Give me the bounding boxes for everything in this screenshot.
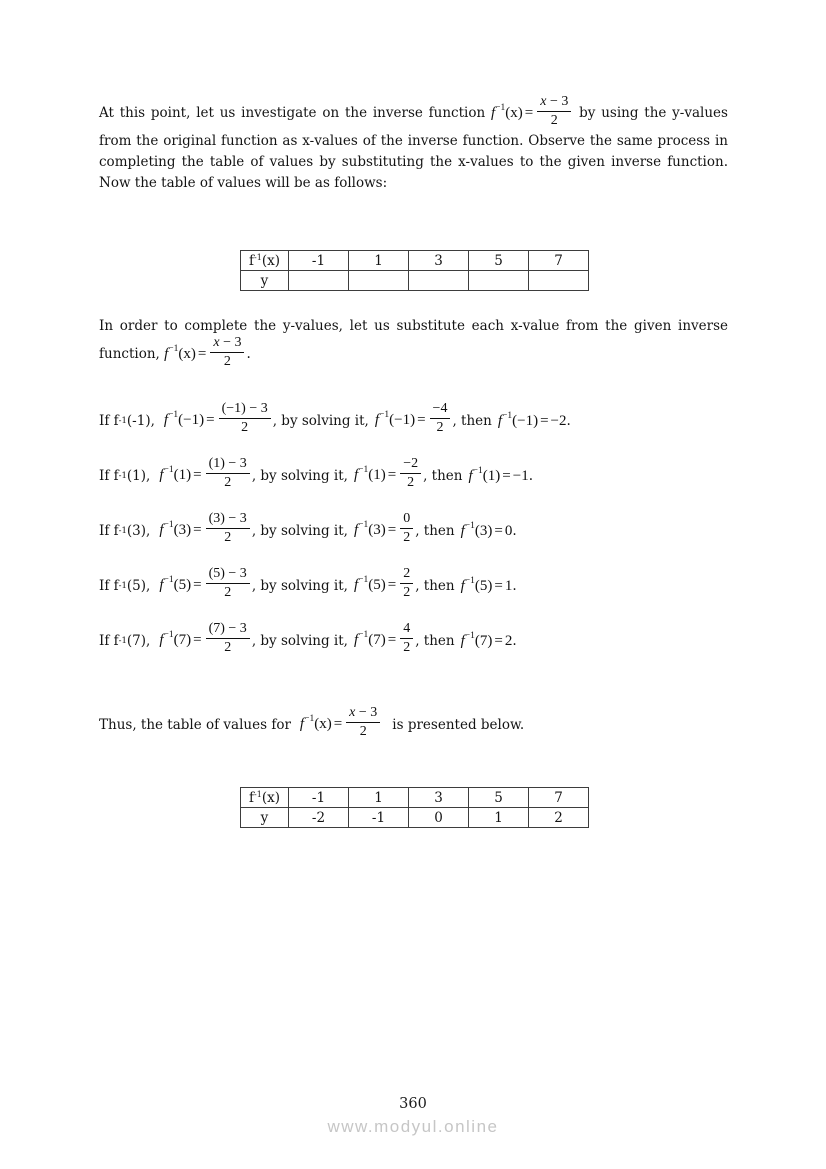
fraction-denominator: 2 [224,640,232,655]
computation-line [99,393,759,448]
math-f: f [159,466,164,483]
equals-sign: = [193,466,202,483]
inverse-superscript: −1 [358,629,369,640]
equals-sign: = [387,466,397,483]
computation-lines [99,393,759,668]
math-step2 [353,455,423,493]
fraction [206,566,250,601]
fraction-numerator: 4 [400,621,413,639]
inverse-superscript: −1 [358,519,369,530]
math-argument: (7) [474,633,493,649]
line-period: . [566,412,571,429]
thus-text-before: Thus, the table of values for [99,716,291,733]
inverse-superscript: −1 [379,409,390,420]
y-value-cell [289,271,349,291]
x-value-cell: 5 [469,251,529,271]
if-argument: (3), [126,522,151,539]
math-f: f [460,633,465,649]
fraction [400,566,413,601]
then-text: , then [415,522,455,539]
table-of-values-completed [240,787,589,828]
page-number: 360 [399,1096,427,1112]
inverse-superscript: −1 [163,574,174,585]
if-superscript: -1 [118,525,127,536]
inverse-superscript: −1 [502,411,513,421]
math-f: f [299,715,305,732]
fraction [400,456,421,491]
x-value-cell: 1 [349,251,409,271]
fraction-numerator: 2 [400,566,413,584]
math-step1 [163,400,273,438]
solving-text: , by solving it, [251,467,348,484]
inverse-superscript: −1 [495,103,506,114]
fraction [430,401,451,436]
fraction-numerator: (−1) − 3 [219,401,271,419]
fraction [206,621,250,656]
computation-line [99,448,759,503]
fraction-denominator: 2 [403,530,411,545]
inverse-superscript: −1 [168,409,179,420]
fraction-denominator: 2 [223,354,231,370]
fraction-numerator [346,705,380,723]
then-text: , then [415,577,455,594]
result-value: −2 [550,413,567,429]
equals-sign: = [197,346,207,363]
fraction-denominator: 2 [224,585,232,600]
equals-sign: = [494,578,503,594]
fraction [400,621,413,656]
equals-sign: = [494,523,503,539]
math-f: f [159,521,164,538]
math-f: f [374,411,380,428]
table-corner-cell [241,788,289,808]
math-step2 [374,400,453,438]
math-argument: (x) [314,715,332,732]
fraction-denominator: 2 [403,585,411,600]
math-argument: (1) [173,466,192,483]
fraction-denominator: 2 [550,113,558,129]
computation-line [99,613,759,668]
math-result [498,411,567,430]
fraction-denominator: 2 [403,640,411,655]
fraction-denominator: 2 [241,420,249,435]
inverse-superscript: −1 [163,464,174,475]
math-f: f [164,346,169,363]
math-f: f [353,576,359,593]
solving-text: , by solving it, [251,522,348,539]
if-label: If f [99,577,119,594]
intro-text-after: by using the y-values from the original function as x-values of the inverse function. Observe the same process in completing the table of values by substituting the x-values to the given inverse function. Now the table of values will be as follows: [99,105,728,192]
equals-sign: = [494,633,503,649]
corner-argument: (x) [261,252,280,269]
math-argument: (3) [368,521,386,538]
fraction [210,335,244,370]
fraction-numerator: −4 [430,401,451,419]
inverse-superscript: −1 [163,629,174,640]
equals-sign: = [387,521,397,538]
y-value-cell [349,271,409,291]
inverse-superscript: −1 [464,521,475,531]
if-superscript: -1 [118,635,127,646]
then-text: , then [452,412,492,429]
line-period: . [512,522,517,539]
fraction-numerator: (7) − 3 [206,621,250,639]
math-argument: (5) [368,576,386,593]
substitute-text: In order to complete the y-values, let us substitute each x-value from the given inverse function, [99,318,728,363]
math-argument: (7) [368,631,386,648]
math-step2 [353,565,415,603]
then-text: , then [415,632,455,649]
equals-sign: = [524,105,534,122]
x-value-cell: 7 [529,251,589,271]
math-argument: (−1) [512,413,539,429]
fraction-numerator: −2 [400,456,421,474]
intro-paragraph [99,96,728,194]
result-value: 0 [504,523,513,539]
numerator-x: x [213,335,220,350]
if-superscript: -1 [118,415,127,426]
fraction [537,94,571,129]
math-argument: (−1) [178,411,205,428]
inverse-function-formula [164,335,246,370]
table-of-values-empty [240,250,589,291]
corner-argument: (x) [261,789,280,806]
math-step2 [353,620,415,658]
fraction-denominator: 2 [407,475,415,490]
thus-line [99,697,524,752]
intro-text-before: At this point, let us investigate on the inverse function [99,105,486,122]
math-step2 [353,510,415,548]
fraction-numerator: 0 [400,511,413,529]
corner-f: f [249,789,255,806]
line-period: . [512,577,517,594]
y-row-label: y [241,808,289,828]
y-value-cell: -1 [349,808,409,828]
numerator-x: x [349,704,356,720]
math-step1 [159,565,251,603]
numerator-rest: − 3 [219,335,242,350]
if-superscript: -1 [118,580,127,591]
table-row [241,788,589,808]
math-argument: (x) [505,105,523,122]
table-row [241,808,589,828]
fraction-numerator: (3) − 3 [206,511,250,529]
equals-sign: = [206,411,215,428]
corner-superscript: -1 [254,252,262,262]
fraction-numerator [210,335,244,353]
then-text: , then [423,467,463,484]
math-result [461,521,513,540]
watermark-text: www.modyul.online [327,1117,499,1136]
substitute-paragraph [99,316,728,372]
y-value-cell: 2 [529,808,589,828]
math-argument: (7) [173,631,192,648]
math-f: f [460,523,465,539]
math-argument: (5) [173,576,192,593]
x-value-cell: -1 [289,251,349,271]
result-value: 1 [504,578,513,594]
inverse-superscript: −1 [464,631,475,641]
inverse-function-formula [490,94,573,129]
numerator-x: x [540,94,547,109]
if-label: If f [99,467,119,484]
math-f: f [353,631,359,648]
math-result [461,576,513,595]
equals-sign: = [417,411,426,428]
math-f: f [497,413,503,429]
x-value-cell: 5 [469,788,529,808]
x-value-cell: 1 [349,788,409,808]
computation-line [99,558,759,613]
fraction [346,705,380,740]
result-value: 2 [504,633,513,649]
solving-text: , by solving it, [251,632,348,649]
math-f: f [159,576,164,593]
thus-text-after: is presented below. [392,716,525,733]
fraction [206,456,250,491]
math-step1 [159,455,251,493]
inverse-superscript: −1 [464,576,475,586]
y-value-cell: -2 [289,808,349,828]
result-value: −1 [512,468,529,484]
equals-sign: = [502,468,511,484]
math-f: f [468,468,473,484]
math-step1 [159,620,251,658]
x-value-cell: -1 [289,788,349,808]
math-result [461,631,513,650]
math-argument: (x) [178,346,196,363]
corner-f: f [249,252,255,269]
math-f: f [460,578,465,594]
math-f: f [353,521,359,538]
x-value-cell: 3 [409,788,469,808]
math-result [468,466,528,485]
if-argument: (7), [126,632,151,649]
inverse-superscript: −1 [358,574,369,585]
math-argument: (−1) [389,411,416,428]
math-argument: (3) [474,523,493,539]
if-argument: (-1), [126,412,155,429]
fraction-numerator [537,94,571,112]
inverse-superscript: −1 [304,713,315,724]
math-argument: (1) [482,468,501,484]
equals-sign: = [333,715,343,732]
equals-sign: = [193,521,202,538]
equals-sign: = [193,631,202,648]
inverse-superscript: −1 [163,519,174,530]
equals-sign: = [387,576,397,593]
math-f: f [159,631,164,648]
fraction-denominator: 2 [436,420,444,435]
equals-sign: = [387,631,397,648]
line-period: . [512,632,517,649]
equals-sign: = [540,413,549,429]
math-argument: (3) [173,521,192,538]
y-value-cell: 0 [409,808,469,828]
inverse-superscript: −1 [472,466,483,476]
fraction-denominator: 2 [359,724,367,739]
if-superscript: -1 [118,470,127,481]
computation-line [99,503,759,558]
fraction-denominator: 2 [224,475,232,490]
substitute-period: . [246,346,251,363]
table-row [241,271,589,291]
solving-text: , by solving it, [251,577,348,594]
math-argument: (5) [474,578,493,594]
fraction-numerator: (5) − 3 [206,566,250,584]
if-label: If f [99,632,119,649]
if-argument: (1), [126,467,151,484]
x-value-cell: 7 [529,788,589,808]
fraction [400,511,413,546]
table-corner-cell [241,251,289,271]
numerator-rest: − 3 [546,94,569,109]
math-argument: (1) [368,466,386,483]
y-value-cell [469,271,529,291]
equals-sign: = [193,576,202,593]
y-value-cell: 1 [469,808,529,828]
if-label: If f [99,522,119,539]
inverse-superscript: −1 [168,344,179,355]
corner-superscript: -1 [254,789,262,799]
table-row [241,251,589,271]
inverse-superscript: −1 [358,464,369,475]
fraction [206,511,250,546]
solving-text: , by solving it, [272,412,369,429]
x-value-cell: 3 [409,251,469,271]
fraction [219,401,271,436]
y-value-cell [529,271,589,291]
y-value-cell [409,271,469,291]
y-row-label: y [241,271,289,291]
if-label: If f [99,412,119,429]
fraction-numerator: (1) − 3 [206,456,250,474]
numerator-rest: − 3 [355,704,378,720]
math-f: f [353,466,359,483]
line-period: . [528,467,533,484]
fraction-denominator: 2 [224,530,232,545]
math-f: f [163,411,169,428]
inverse-function-formula [299,704,382,742]
if-argument: (5), [126,577,151,594]
math-step1 [159,510,251,548]
math-f: f [490,105,496,122]
